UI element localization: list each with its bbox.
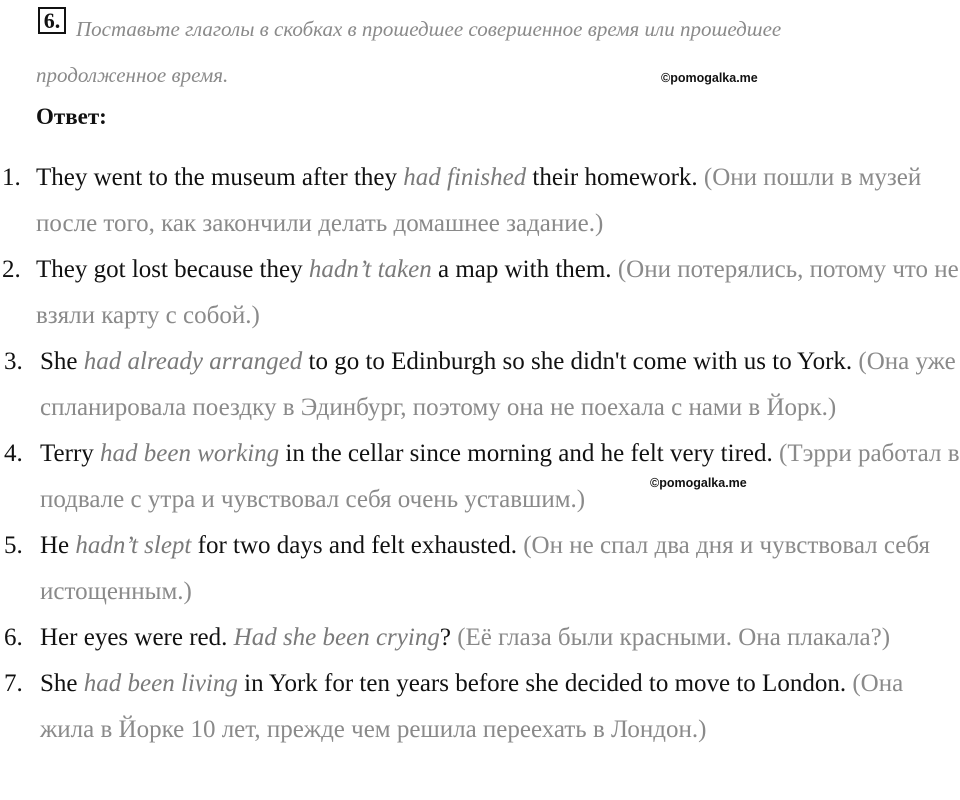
translation: (Она уже спланировала поездку в Эдинбург, поэтому она не поехала с нами в Йорк.) xyxy=(40,348,956,421)
sentence-before: Her eyes were red. xyxy=(40,624,234,651)
sentence-before: Terry xyxy=(40,440,101,467)
sentence-after: to go to Edinburgh so she didn't come with us to York. xyxy=(302,348,859,375)
answer-item xyxy=(0,339,960,431)
watermark: ©pomogalka.me xyxy=(661,71,758,85)
answer-number: 2. xyxy=(2,256,21,283)
sentence-before: She xyxy=(40,670,84,697)
sentence-after: their homework. xyxy=(526,164,704,191)
answer-item xyxy=(0,615,960,661)
translation: (Они пошли в музей после того, как закончили делать домашнее задание.) xyxy=(36,164,922,237)
answer-item xyxy=(0,523,960,615)
verb-form: hadn’t slept xyxy=(75,532,192,559)
answer-heading: Ответ: xyxy=(36,104,107,129)
answer-item xyxy=(0,661,960,753)
answer-list xyxy=(0,155,960,753)
answer-body xyxy=(0,661,960,753)
verb-form: had been living xyxy=(83,670,238,697)
sentence-after: in the cellar since morning and he felt very tired. xyxy=(279,440,779,467)
verb-form: hadn’t taken xyxy=(308,256,432,283)
answer-number: 6. xyxy=(4,624,23,651)
verb-form: had already arranged xyxy=(83,348,303,375)
answer-item xyxy=(0,247,960,339)
sentence-before: They got lost because they xyxy=(36,256,309,283)
answer-number: 5. xyxy=(4,532,23,559)
sentence-before: He xyxy=(40,532,76,559)
sentence-after: in York for ten years before she decided to move to London. xyxy=(237,670,853,697)
verb-form: had finished xyxy=(403,164,527,191)
translation: (Она жила в Йорке 10 лет, прежде чем решила переехать в Лондон.) xyxy=(40,670,904,743)
answer-body xyxy=(0,431,960,523)
task-number: 6. xyxy=(38,7,66,34)
watermark: ©pomogalka.me xyxy=(650,476,747,490)
translation: (Тэрри работал в подвале с утра и чувствовал себя очень уставшим.) xyxy=(40,440,960,513)
answer-body xyxy=(0,155,960,247)
translation: (Он не спал два дня и чувствовал себя истощенным.) xyxy=(40,532,930,605)
translation: (Её глаза были красными. Она плакала?) xyxy=(457,624,891,651)
sentence-after: for two days and felt exhausted. xyxy=(191,532,524,559)
answer-body xyxy=(0,339,960,431)
answer-item xyxy=(0,155,960,247)
answer-body xyxy=(0,615,960,661)
answer-number: 1. xyxy=(2,164,21,191)
sentence-before: They went to the museum after they xyxy=(36,164,404,191)
verb-form: Had she been crying xyxy=(233,624,440,651)
translation: (Они потерялись, потому что не взяли карту с собой.) xyxy=(36,256,959,329)
sentence-before: She xyxy=(40,348,84,375)
answer-number: 4. xyxy=(4,440,23,467)
answer-item xyxy=(0,431,960,523)
answer-number: 3. xyxy=(4,348,23,375)
answer-body xyxy=(0,523,960,615)
answer-number: 7. xyxy=(4,670,23,697)
sentence-after: ? xyxy=(439,624,458,651)
task-instruction: Поставьте глаголы в скобках в прошедшее совершенное время или прошедшее продолженное время. xyxy=(36,17,782,87)
answer-body xyxy=(0,247,960,339)
verb-form: had been working xyxy=(100,440,280,467)
sentence-after: a map with them. xyxy=(431,256,618,283)
